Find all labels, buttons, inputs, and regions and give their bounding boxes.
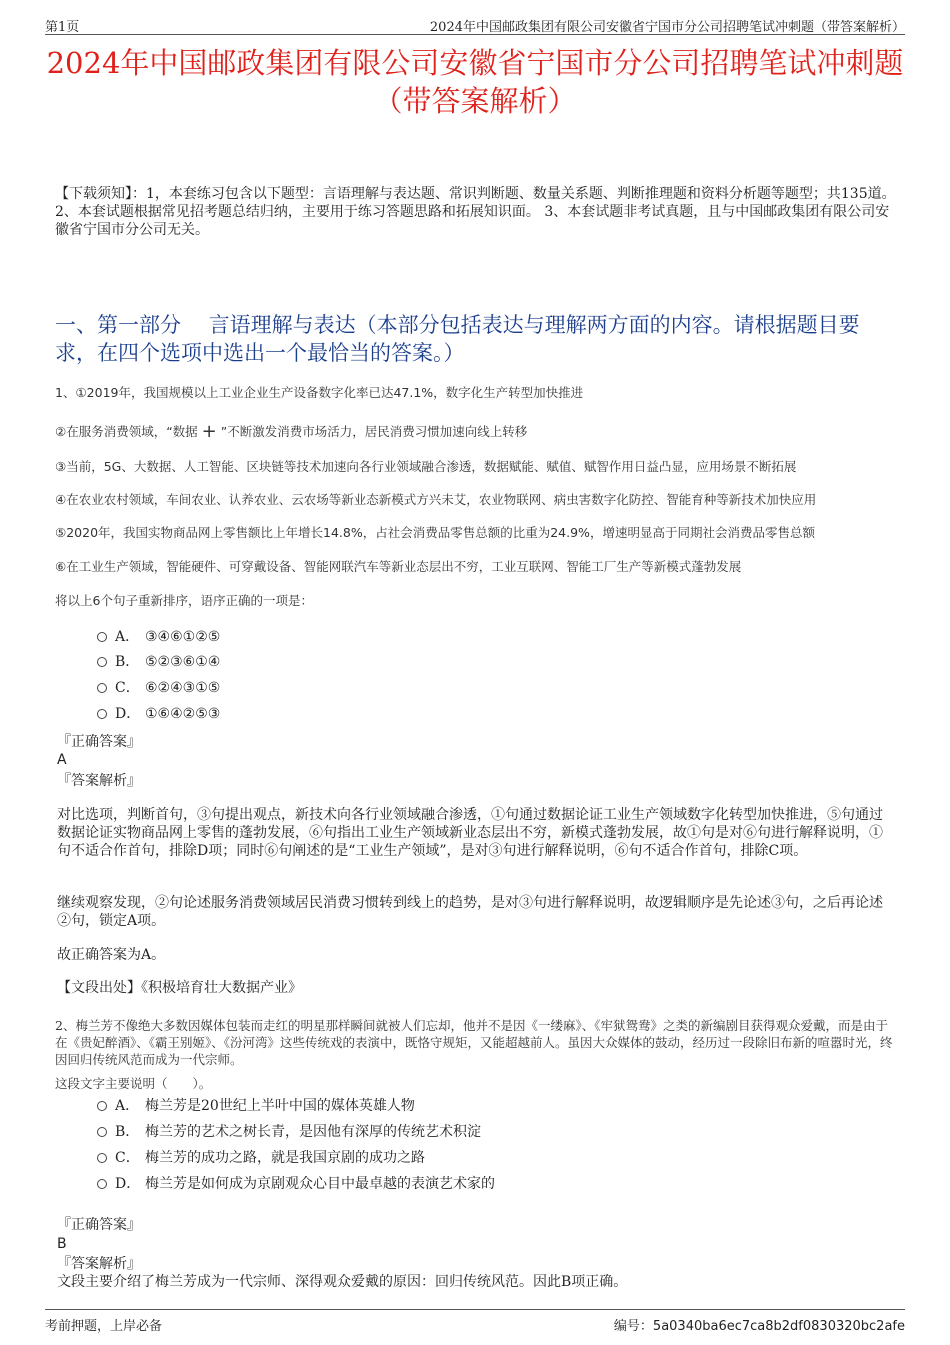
- radio-icon[interactable]: [97, 709, 107, 719]
- q2-analysis-label: 『答案解析』: [57, 1256, 141, 1272]
- q1-prompt: 将以上6个句子重新排序，语序正确的一项是：: [55, 593, 313, 608]
- document-title: 2024年中国邮政集团有限公司安徽省宁国市分公司招聘笔试冲刺题（带答案解析）: [46, 46, 904, 118]
- footer-code-value: 5a0340ba6ec7ca8b2df0830320bc2afe: [652, 1319, 905, 1334]
- q2-analysis: 文段主要介绍了梅兰芳成为一代宗师、深得观众爱戴的原因：回归传统风范。因此B项正确。: [57, 1274, 628, 1290]
- q1-source: 【文段出处】《积极培育壮大数据产业》: [57, 980, 302, 996]
- radio-icon[interactable]: [97, 1179, 107, 1189]
- radio-icon[interactable]: [97, 632, 107, 642]
- section-heading: 一、第一部分 言语理解与表达（本部分包括表达与理解两方面的内容。请根据题目要求，在四个选项中选出一个最恰当的答案。）: [55, 313, 860, 365]
- q1-sentence-1: 1、①2019年，我国规模以上工业企业生产设备数字化率已达47.1%，数字化生产转型加快推进: [55, 385, 584, 400]
- q2-option-a[interactable]: A． 梅兰芳是20世纪上半叶中国的媒体英雄人物: [97, 1097, 415, 1115]
- q1-sentence-5: ⑤2020年，我国实物商品网上零售额比上年增长14.8%，占社会消费品零售总额的比重为24.9%，增速明显高于同期社会消费品零售总额: [55, 525, 815, 540]
- footer-code-label: 编号：: [613, 1319, 653, 1334]
- footer-code: [614, 1315, 905, 1334]
- q2-prompt: 这段文字主要说明（ ）。: [55, 1076, 212, 1091]
- q1-sentence-4: ④在农业农村领域，车间农业、认养农业、云农场等新业态新模式方兴未艾，农业物联网、病虫害数字化防控、智能育种等新技术加快应用: [55, 492, 817, 507]
- q2-stem: 2、梅兰芳不像绝大多数因媒体包装而走红的明星那样瞬间就被人们忘却，他并不是因《一缕麻》、《牢狱鸳鸯》之类的新编剧目获得观众爱戴，而是由于在《贵妃醉酒》、《霸王别姬》、《汾河湾》这些传统戏的表演中，既恪守规矩，又能超越前人。虽因大众媒体的鼓动，经历过一段除旧布新的喧嚣时光，终因回归传统风范而成为一代宗师。: [55, 1018, 893, 1067]
- download-notice: 【下载须知】：1，本套练习包含以下题型：言语理解与表达题、常识判断题、数量关系题、判断推理题和资料分析题等题型；共135道。 2、本套试题根据常见招考题总结归纳，主要用于练习答题思路和拓展知识面。 3、本套试题非考试真题，且与中国邮政集团有限公司安徽省宁国市分公司无关。: [55, 186, 896, 238]
- q2-option-d[interactable]: D． 梅兰芳是如何成为京剧观众心目中最卓越的表演艺术家的: [97, 1175, 495, 1193]
- radio-icon[interactable]: [97, 1127, 107, 1137]
- q2-option-c[interactable]: C． 梅兰芳的成功之路，就是我国京剧的成功之路: [97, 1149, 425, 1167]
- q1-analysis-p2: 继续观察发现，②句论述服务消费领域居民消费习惯转到线上的趋势，是对③句进行解释说明，故逻辑顺序是先论述③句，之后再论述②句，锁定A项。: [57, 895, 883, 929]
- q1-analysis-label: 『答案解析』: [57, 773, 141, 789]
- header-doc-title: 2024年中国邮政集团有限公司安徽省宁国市分公司招聘笔试冲刺题（带答案解析）: [429, 20, 905, 35]
- page-number: 第1页: [45, 20, 80, 35]
- radio-icon[interactable]: [97, 657, 107, 667]
- q2-option-b[interactable]: B． 梅兰芳的艺术之树长青，是因他有深厚的传统艺术积淀: [97, 1123, 481, 1141]
- q1-option-c[interactable]: C． ⑥②④③①⑤: [97, 679, 220, 697]
- q1-analysis-p3: 故正确答案为A。: [57, 947, 166, 963]
- q1-answer: A: [57, 752, 67, 768]
- plus-sign: +: [201, 421, 217, 442]
- q1-option-d[interactable]: D． ①⑥④②⑤③: [97, 705, 220, 723]
- q1-sentence-2-post: ”不断激发消费市场活力，居民消费习惯加速向线上转移: [220, 424, 528, 439]
- page-footer: [45, 1309, 905, 1334]
- footer-slogan: 考前押题，上岸必备: [45, 1319, 163, 1334]
- q1-sentence-2-pre: ②在服务消费领域，“数据: [55, 424, 198, 439]
- q1-analysis-p1: 对比选项，判断首句，③句提出观点，新技术向各行业领域融合渗透，①句通过数据论证工业生产领域数字化转型加快推进，⑤句通过数据论证实物商品网上零售的蓬勃发展，⑥句指出工业生产领域新业态层出不穷，新模式蓬勃发展，故①句是对⑥句进行解释说明，①句不适合作首句，排除D项；同时⑥句阐述的是“工业生产领域”，是对③句进行解释说明，⑥句不适合作首句，排除C项。: [57, 807, 883, 859]
- q1-option-a[interactable]: A． ③④⑥①②⑤: [97, 628, 220, 646]
- q1-sentence-2: [55, 423, 900, 440]
- q1-option-b[interactable]: B． ⑤②③⑥①④: [97, 653, 220, 671]
- q1-sentence-3: ③当前，5G、大数据、人工智能、区块链等技术加速向各行业领域融合渗透，数据赋能、赋值、赋智作用日益凸显，应用场景不断拓展: [55, 459, 797, 474]
- q1-sentence-6: ⑥在工业生产领域，智能硬件、可穿戴设备、智能网联汽车等新业态层出不穷，工业互联网、智能工厂生产等新模式蓬勃发展: [55, 559, 742, 574]
- radio-icon[interactable]: [97, 1153, 107, 1163]
- q1-answer-label: 『正确答案』: [57, 734, 141, 750]
- q2-answer: B: [57, 1236, 67, 1252]
- radio-icon[interactable]: [97, 1101, 107, 1111]
- page-header: [45, 14, 905, 35]
- radio-icon[interactable]: [97, 683, 107, 693]
- q2-answer-label: 『正确答案』: [57, 1217, 141, 1233]
